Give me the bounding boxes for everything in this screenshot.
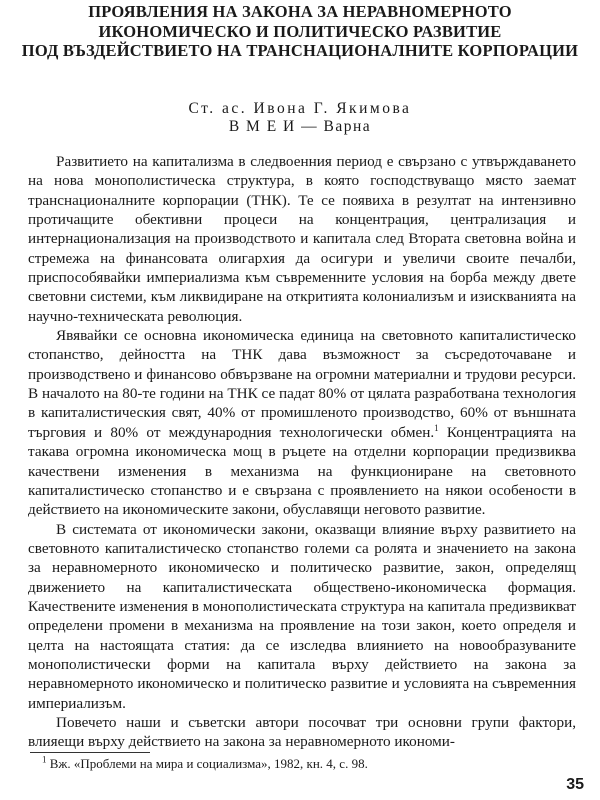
paragraph-4: Повечето наши и съветски автори посочват три основни групи фактори, влияещи върху действието на закона за неравномерното икономи- [28, 713, 576, 751]
paragraph-3: В системата от икономически закони, оказващи влияние върху развитието на световното капиталистическо стопанство големи са ролята и значението на закона за неравномерното икономическо и политическо развитие, закон, определящ движението на капиталистическата обществено-икономическа формация. Качествените изменения в монополистическата структура на капитала предизвикват определени промени в механизма на проявление на този закон, което определя и целта на настоящата статия: да се изследва влиянието на новообразуваните монополистически форми на капитала върху действието на закона за неравномерното икономическо и политическо развитие и условията на съвременния империализъм. [28, 520, 576, 712]
paragraph-1: Развитието на капитализма в следвоенния период е свързано с утвърждаването на нова монополистическа структура, в която господствуващо място заемат транснационалните корпорации (ТНК). Те се появиха в резултат на интензивно протичащите обективни процеси на концентрация, централизация и интернационализация на производството и капитала след Втората световна война и стремежа на финансовата олигархия да осигури и увеличи своите печалби, приспособявайки империализма към съвременните условия на борба между двете световни системи, към ликвидиране на откритията колониализъм и изискванията на научно-техническата революция. [28, 153, 576, 325]
footnote [28, 756, 576, 772]
article-body [28, 152, 576, 752]
title-line-3: ПОД ВЪЗДЕЙСТВИЕТО НА ТРАНСНАЦИОНАЛНИТЕ КОРПОРАЦИИ [21, 41, 579, 60]
paragraph-2 [28, 326, 576, 519]
author-block [0, 100, 600, 136]
paragraph-2-part-1: Явявайки се основна икономическа единица на световното капиталистическо стопанство, дейността на ТНК дава възможност за съсредоточаване и производствено и финансово обвързване на огромни материални и трудови ресурси. В началото на 80-те години на ТНК се падат 80% от цялата разработвана технология в капиталистическия свят, 40% от промишленото производство, 60% от външната търговия и 80% от международния технологически обмен. [28, 327, 576, 441]
title-line-2: ИКОНОМИЧЕСКО И ПОЛИТИЧЕСКО РАЗВИТИЕ [98, 21, 502, 41]
footnote-mark: 1 [42, 754, 47, 765]
title-line-1: ПРОЯВЛЕНИЯ НА ЗАКОНА ЗА НЕРАВНОМЕРНОТО [88, 2, 512, 21]
footnote-divider [30, 752, 150, 753]
author-name: Ст. ас. Ивона Г. Якимова [188, 100, 412, 117]
author-institution: В М Е И — Варна [228, 118, 372, 135]
footnote-text: Вж. «Проблеми на мира и социализма», 1982, кн. 4, с. 98. [49, 756, 368, 771]
page-number: 35 [566, 776, 584, 793]
footnote-reference[interactable]: 1 [434, 422, 439, 433]
paragraph-2-part-2: Концентрацията на такава огромна икономическа мощ в ръцете на отделни корпорации предизвиква качествени изменения в механизма на функциониране на световното капиталистическо стопанство и е свързана с проявлението на някои особености в действието на икономическите закони, обуславящи неговото развитие. [28, 423, 576, 519]
article-title [10, 2, 590, 61]
